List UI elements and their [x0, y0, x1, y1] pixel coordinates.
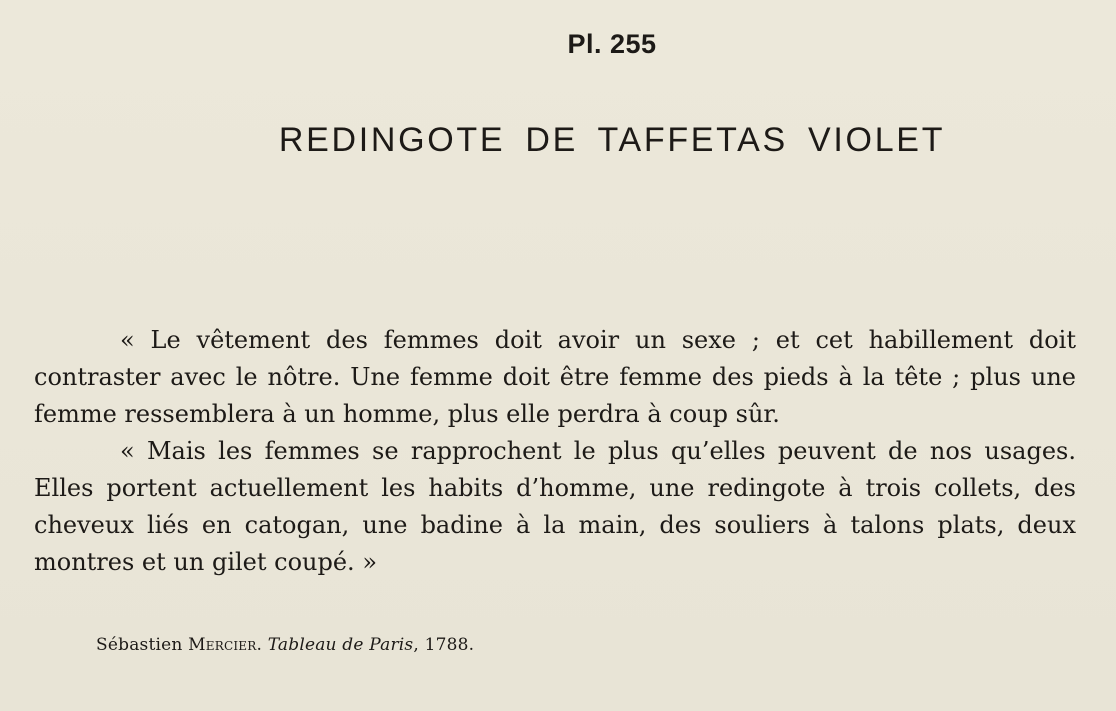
citation-year: 1788	[424, 635, 469, 655]
citation-end: .	[468, 635, 475, 655]
quote-body	[34, 322, 1076, 581]
quote-paragraph: « Mais les femmes se rapprochent le plus qu’elles peuvent de nos usages. Elles portent actuellement les habits d’homme, une redingote à trois collets, des cheveux liés en catogan, une badine à la main, des souliers à talons plats, deux montres et un gilet coupé. »	[34, 437, 1076, 576]
citation-separator: .	[256, 635, 268, 655]
page-title: REDINGOTE DE TAFFETAS VIOLET	[278, 121, 946, 159]
quote-paragraph: « Le vêtement des femmes doit avoir un sexe ; et cet habillement doit contraster avec le nôtre. Une femme doit être femme des pieds à la tête ; plus une femme ressemblera à un homme, plus elle perdra à coup sûr.	[34, 326, 1076, 428]
citation-work: Tableau de Paris	[267, 635, 414, 655]
citation-separator: ,	[413, 635, 425, 655]
citation-author-first: Sébastien	[96, 635, 183, 655]
citation	[96, 635, 474, 655]
plate-number: Pl. 255	[567, 29, 657, 59]
citation-author-last: Mercier	[188, 635, 257, 655]
